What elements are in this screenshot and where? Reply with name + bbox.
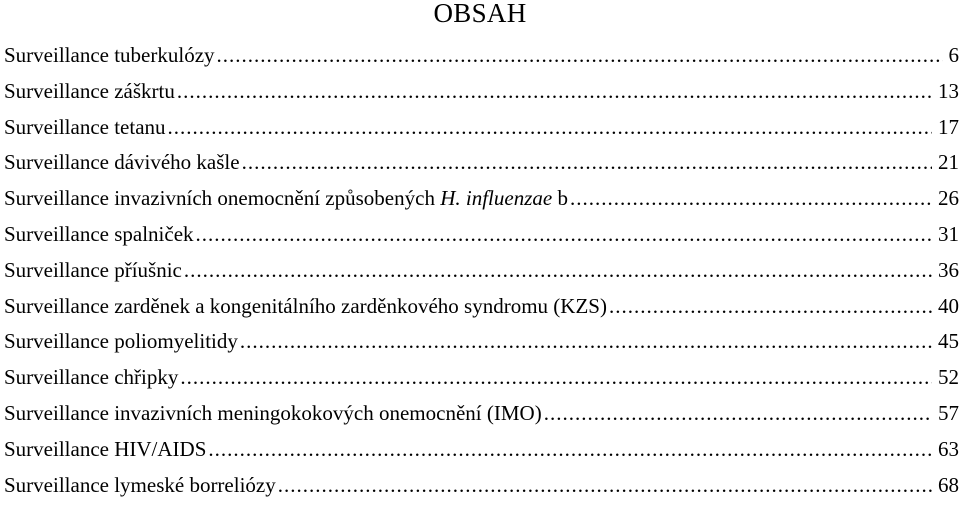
toc-entry-tetanus[interactable]: [4, 112, 959, 148]
toc-dot-leader: [570, 183, 932, 213]
toc-dot-leader: [184, 255, 932, 285]
toc-entry-poliomyelitis[interactable]: [4, 326, 959, 362]
toc-dot-leader: [180, 362, 932, 392]
toc-entry-lyme-borreliosis[interactable]: [4, 470, 959, 506]
toc-entry-tuberculosis[interactable]: [4, 40, 959, 76]
toc-entry-hiv-aids[interactable]: [4, 434, 959, 470]
toc-dot-leader: [168, 112, 932, 142]
toc-entry-label: Surveillance dávivého kašle: [4, 150, 240, 175]
toc-entry-pertussis[interactable]: [4, 147, 959, 183]
toc-entry-haemophilus[interactable]: [4, 183, 959, 219]
toc-entry-influenza[interactable]: [4, 362, 959, 398]
toc-entry-label: Surveillance chřipky: [4, 365, 179, 390]
toc-entry-label: Surveillance tetanu: [4, 114, 166, 139]
toc-heading: OBSAH: [433, 0, 527, 28]
toc-page-number: 6: [948, 43, 959, 67]
toc-dot-leader: [196, 219, 932, 249]
toc-entry-label: Surveillance lymeské borreliózy: [4, 472, 276, 497]
toc-entry-label: Surveillance tuberkulózy: [4, 43, 215, 67]
toc-label-start: Surveillance invazivních onemocnění způsobených: [4, 186, 441, 211]
toc-page-number: 57: [938, 400, 959, 425]
toc-label-end: b: [552, 186, 568, 211]
table-of-contents: [4, 40, 959, 505]
toc-entry-diphtheria[interactable]: [4, 76, 959, 112]
toc-page-number: 13: [938, 78, 959, 103]
toc-page-number: 40: [938, 293, 959, 318]
toc-entry-label: Surveillance zarděnek a kongenitálního zarděnkového syndromu (KZS): [4, 293, 607, 318]
toc-page-number: 52: [938, 365, 959, 390]
toc-page-number: 63: [938, 436, 959, 461]
toc-entry-label: [4, 183, 568, 213]
toc-entry-label: Surveillance invazivních meningokokových onemocnění (IMO): [4, 400, 542, 425]
toc-dot-leader: [242, 147, 932, 177]
toc-dot-leader: [177, 76, 932, 106]
toc-label-italic: H. influenzae: [440, 186, 553, 211]
toc-page-number: 17: [938, 114, 959, 139]
toc-entry-label: Surveillance HIV/AIDS: [4, 436, 207, 461]
toc-page-number: 31: [938, 221, 959, 246]
toc-page-number: 36: [938, 257, 959, 282]
toc-dot-leader: [217, 40, 943, 70]
toc-entry-mumps[interactable]: [4, 255, 959, 291]
toc-dot-leader: [544, 398, 932, 428]
toc-dot-leader: [609, 291, 932, 321]
toc-entry-label: Surveillance záškrtu: [4, 78, 175, 103]
toc-page-number: 68: [938, 472, 959, 497]
toc-dot-leader: [278, 470, 932, 500]
toc-dot-leader: [240, 326, 932, 356]
toc-page-number: 21: [938, 150, 959, 175]
toc-entry-rubella[interactable]: [4, 291, 959, 327]
toc-entry-label: Surveillance příušnic: [4, 257, 182, 282]
toc-entry-measles[interactable]: [4, 219, 959, 255]
toc-dot-leader: [208, 434, 932, 464]
toc-entry-label: Surveillance spalniček: [4, 221, 194, 246]
toc-entry-meningococcal[interactable]: [4, 398, 959, 434]
toc-page-number: 26: [938, 186, 959, 211]
toc-entry-label: Surveillance poliomyelitidy: [4, 329, 238, 354]
toc-page-number: 45: [938, 329, 959, 354]
